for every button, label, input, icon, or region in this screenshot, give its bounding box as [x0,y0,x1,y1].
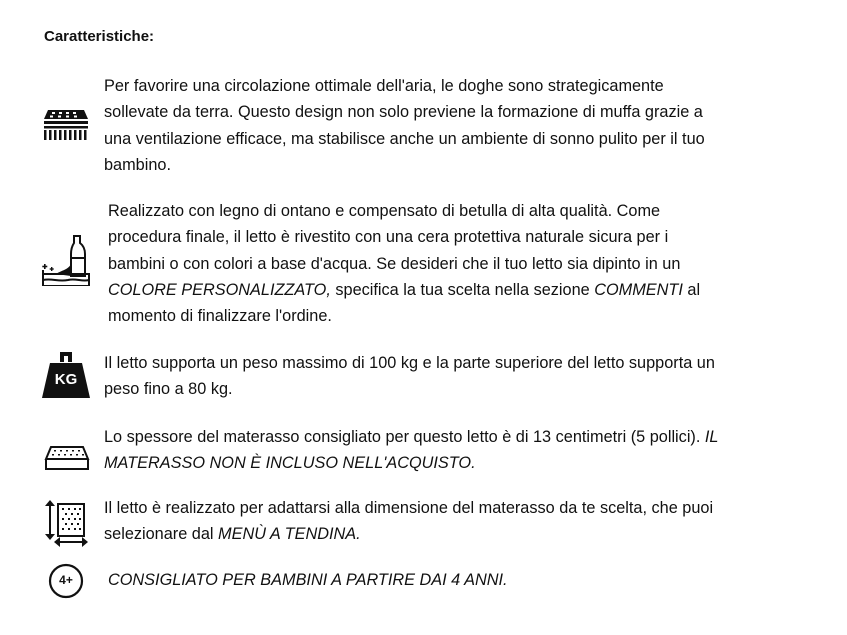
feature-text-line [104,424,719,450]
feature-text-line [104,73,705,99]
feature-text-segment: sollevate da terra. Questo design non solo previene la formazione di muffa grazie a [104,103,703,122]
feature-text [108,198,700,329]
age-4-plus-icon [40,555,92,607]
feature-text-line [104,350,715,376]
feature-text [104,350,715,403]
feature-text-line [108,303,700,329]
section-heading: Caratteristiche: [44,28,155,45]
feature-text-segment: specifica la tua scelta nella sezione [330,280,595,299]
feature-text-segment: Lo spessore del materasso consigliato per questo letto è di 13 centimetri (5 pollici). [104,428,705,446]
feature-text-segment: Il letto è realizzato per adattarsi alla dimensione del materasso da te scelta, che puoi [104,499,714,517]
feature-text-segment: Il letto supporta un peso massimo di 100 kg e la parte superiore del letto supporta un [104,354,715,372]
feature-text-emphasis: COMMENTI [594,280,683,299]
feature-text-line [104,152,705,178]
feature-text-line [104,99,705,125]
feature-text-segment: bambino. [104,155,171,174]
weight-kg-label: KG [54,371,78,388]
feature-text-line [108,567,508,593]
feature-text-line [104,495,713,521]
feature-text [104,424,719,477]
feature-text-line [108,198,700,224]
age-label: 4+ [59,573,73,587]
mattress-size-icon [40,498,92,550]
feature-text-emphasis: IL [704,428,719,446]
feature-text [104,495,713,548]
feature-text-emphasis: MATERASSO NON È INCLUSO NELL'ACQUISTO. [104,454,476,473]
slats-icon [40,100,92,152]
feature-text-segment: Per favorire una circolazione ottimale dell'aria, le doghe sono strategicamente [104,77,664,95]
feature-text-segment: al [682,280,701,299]
feature-text-line [104,376,715,402]
feature-text-line [104,126,705,152]
feature-text-segment: Realizzato con legno di ontano e compensato di betulla di alta qualità. Come [108,202,661,220]
feature-text-line [104,521,713,547]
feature-text-segment: peso fino a 80 kg. [104,380,233,399]
wood-finish-icon [40,234,92,286]
feature-text-line [108,277,700,303]
feature-text-segment: momento di finalizzare l'ordine. [108,307,332,326]
mattress-icon [40,432,92,484]
feature-text [108,567,508,593]
weight-kg-icon [40,349,92,401]
feature-text-line [108,251,700,277]
feature-text-segment: procedura finale, il letto è rivestito con una cera protettiva naturale sicura per i [108,228,669,247]
feature-text [104,73,705,178]
feature-text-segment: una ventilazione efficace, ma stabilisce anche un ambiente di sonno pulito per il tuo [104,129,705,148]
feature-text-emphasis: MENÙ A TENDINA. [218,525,361,544]
feature-text-line [104,450,719,476]
feature-text-emphasis: COLORE PERSONALIZZATO, [108,280,331,299]
feature-text-emphasis: CONSIGLIATO PER BAMBINI A PARTIRE DAI 4 ANNI. [108,571,508,589]
feature-text-segment: bambini o con colori a base d'acqua. Se desideri che il tuo letto sia dipinto in un [108,254,681,273]
feature-text-segment: selezionare dal [104,525,219,544]
feature-text-line [108,224,700,250]
